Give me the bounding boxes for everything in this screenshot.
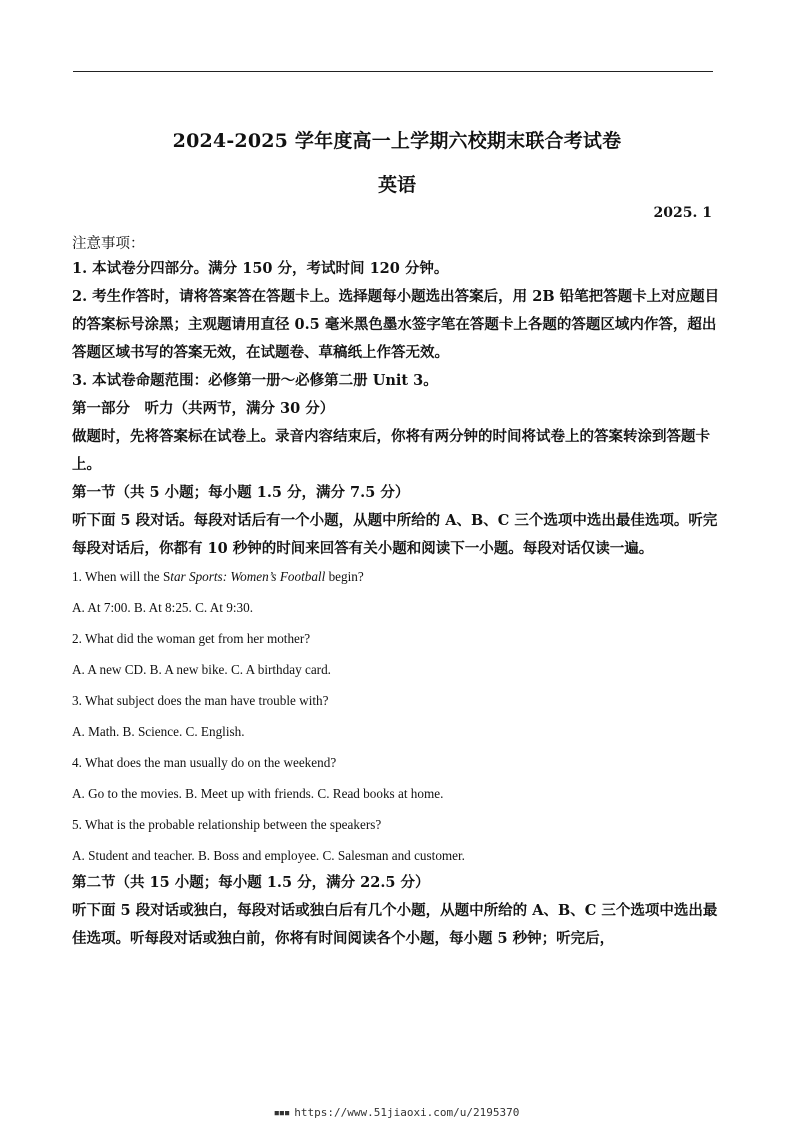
question-2-options: A. A new CD. B. A new bike. C. A birthday card. (72, 662, 331, 677)
question-4-options: A. Go to the movies. B. Meet up with friends. C. Read books at home. (72, 786, 444, 801)
question-1-suffix: begin? (325, 569, 364, 584)
exam-title: 2024-2025 学年度高一上学期六校期末联合考试卷 (172, 130, 622, 152)
question-1-options: A. At 7:00. B. At 8:25. C. At 9:30. (72, 600, 253, 615)
notes-item-2: 2. 考生作答时，请将答案答在答题卡上。选择题每小题选出答案后，用 2B 铅笔把答题卡上对应题目的答案标号涂黑；主观题请用直径 0.5 毫米黑色墨水签字笔在答题卡上各题的答题区域内作答，超出答题区域书写的答案无效，在试题卷、草稿纸上作答无效。 (72, 288, 720, 361)
exam-date: 2025. 1 (653, 205, 712, 221)
question-list (72, 567, 722, 865)
footer-watermark (0, 1106, 794, 1119)
part1-heading: 第一部分 听力（共两节，满分 30 分） (72, 400, 335, 417)
question-2: 2. What did the woman get from her mother? (72, 631, 311, 646)
footer-url[interactable]: https://www.51jiaoxi.com/u/2195370 (294, 1106, 520, 1119)
notes-item-1: 1. 本试卷分四部分。满分 150 分，考试时间 120 分钟。 (72, 260, 449, 277)
section1-heading: 第一节（共 5 小题；每小题 1.5 分，满分 7.5 分） (72, 484, 410, 501)
part1-instruction: 做题时，先将答案标在试卷上。录音内容结束后，你将有两分钟的时间将试卷上的答案转涂到答题卡上。 (72, 428, 710, 473)
section2-instruction: 听下面 5 段对话或独白，每段对话或独白后有几个小题，从题中所给的 A、B、C 三个选项中选出最佳选项。听每段对话或独白前，你将有时间阅读各个小题，每小题 5 秒钟；听完后， (72, 902, 718, 947)
section1-instruction: 听下面 5 段对话。每段对话后有一个小题，从题中所给的 A、B、C 三个选项中选出最佳选项。听完每段对话后，你都有 10 秒钟的时间来回答有关小题和阅读下一小题。每段对话仅读一遍。 (72, 512, 718, 557)
question-1 (72, 567, 722, 586)
question-1-title: tar Sports: Women’s Football (170, 569, 326, 584)
section2-heading: 第二节（共 15 小题；每小题 1.5 分，满分 22.5 分） (72, 874, 430, 891)
question-5: 5. What is the probable relationship between the speakers? (72, 817, 382, 832)
question-1-prefix: 1. When will the S (72, 569, 171, 584)
question-5-options: A. Student and teacher. B. Boss and employee. C. Salesman and customer. (72, 848, 465, 863)
question-4: 4. What does the man usually do on the weekend? (72, 755, 337, 770)
exam-subject: 英语 (377, 174, 416, 196)
notes-item-3: 3. 本试卷命题范围：必修第一册～必修第二册 Unit 3。 (72, 372, 438, 389)
notes-heading: 注意事项： (72, 236, 145, 252)
footer-dots-icon: ■■■ (274, 1109, 291, 1117)
question-3-options: A. Math. B. Science. C. English. (72, 724, 245, 739)
header-rule (73, 71, 713, 72)
exam-body (72, 233, 722, 953)
question-3: 3. What subject does the man have trouble with? (72, 693, 329, 708)
